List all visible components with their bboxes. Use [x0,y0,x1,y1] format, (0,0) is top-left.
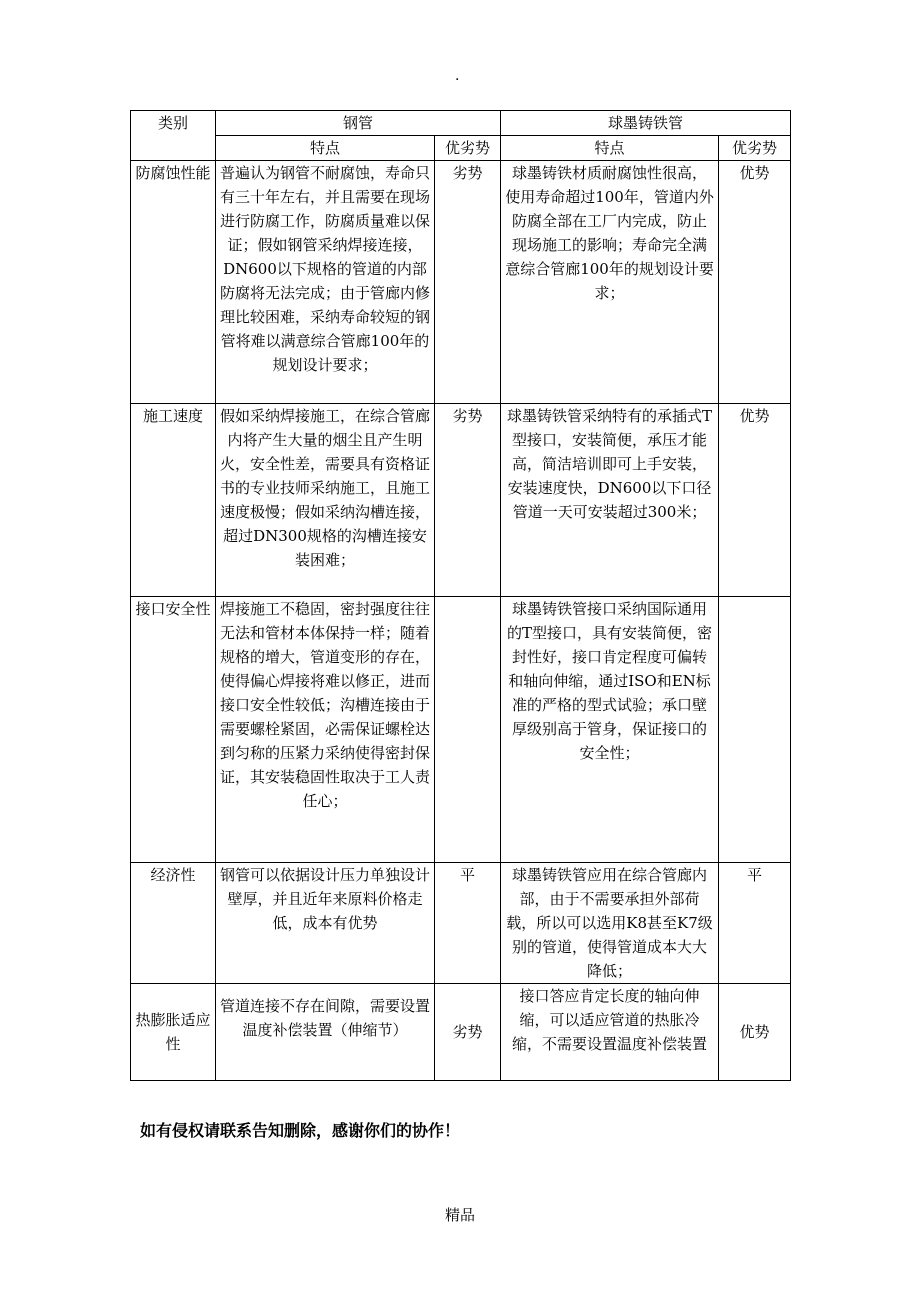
table-row [131,404,791,597]
row-category: 施工速度 [131,404,216,597]
steel-feature-cell: 管道连接不存在间隙，需要设置温度补偿装置（伸缩节） [216,984,435,1081]
ductile-merit-cell: 优势 [719,984,791,1081]
row-category: 防腐蚀性能 [131,161,216,404]
steel-merit-cell: 劣势 [435,404,501,597]
row-category: 热膨胀适应性 [131,984,216,1081]
row-category: 接口安全性 [131,597,216,863]
table-row [131,597,791,863]
table-row [131,984,791,1081]
ductile-feature-cell: 球墨铸铁管采纳特有的承插式T型接口，安装简便，承压才能高，简洁培训即可上手安装，安装速度快，DN600以下口径管道一天可安装超过300米； [501,404,719,597]
page-top-mark: · [455,72,460,88]
header-steel-pipe: 钢管 [216,111,501,136]
header-ductile-iron-pipe: 球墨铸铁管 [501,111,791,136]
header-steel-feature: 特点 [216,136,435,161]
ductile-merit-cell [719,597,791,863]
steel-feature-cell: 钢管可以依据设计压力单独设计壁厚，并且近年来原料价格走低，成本有优势 [216,863,435,984]
steel-feature-cell: 焊接施工不稳固，密封强度往往无法和管材本体保持一样；随着规格的增大，管道变形的存在，使得偏心焊接将难以修正，进而接口安全性较低；沟槽连接由于需要螺栓紧固，必需保证螺栓达到匀称的压紧力采纳使得密封保证，其安装稳固性取决于工人责任心； [216,597,435,863]
table-row [131,863,791,984]
table-row [131,161,791,404]
steel-merit-cell: 平 [435,863,501,984]
ductile-merit-cell: 优势 [719,404,791,597]
ductile-merit-cell: 优势 [719,161,791,404]
pipe-comparison-table [130,110,791,1081]
page-footer: 精品 [444,1206,475,1224]
row-category: 经济性 [131,863,216,984]
steel-merit-cell: 劣势 [435,161,501,404]
ductile-feature-cell: 球墨铸铁管应用在综合管廊内部，由于不需要承担外部荷载，所以可以选用K8甚至K7级别的管道，使得管道成本大大降低； [501,863,719,984]
steel-merit-cell: 劣势 [435,984,501,1081]
copyright-notice: 如有侵权请联系告知删除，感谢你们的协作！ [140,1121,461,1140]
steel-feature-cell: 假如采纳焊接施工，在综合管廊内将产生大量的烟尘且产生明火，安全性差，需要具有资格证书的专业技师采纳施工，且施工速度极慢；假如采纳沟槽连接，超过DN300规格的沟槽连接安装困难； [216,404,435,597]
header-row-sub [131,136,791,161]
ductile-feature-cell: 接口答应肯定长度的轴向伸缩，可以适应管道的热胀冷缩，不需要设置温度补偿装置 [501,984,719,1081]
steel-merit-cell [435,597,501,863]
header-ductile-feature: 特点 [501,136,719,161]
ductile-feature-cell: 球墨铸铁管接口采纳国际通用的T型接口，具有安装简便，密封性好，接口肯定程度可偏转和轴向伸缩，通过ISO和EN标准的严格的型式试验；承口壁厚级别高于管身，保证接口的安全性； [501,597,719,863]
header-steel-merit: 优劣势 [435,136,501,161]
ductile-merit-cell: 平 [719,863,791,984]
steel-feature-cell: 普遍认为钢管不耐腐蚀，寿命只有三十年左右，并且需要在现场进行防腐工作，防腐质量难以保证；假如钢管采纳焊接连接，DN600以下规格的管道的内部防腐将无法完成；由于管廊内修理比较困难，采纳寿命较短的钢管将难以满意综合管廊100年的规划设计要求； [216,161,435,404]
header-row-main [131,111,791,136]
header-ductile-merit: 优劣势 [719,136,791,161]
ductile-feature-cell: 球墨铸铁材质耐腐蚀性很高，使用寿命超过100年，管道内外防腐全部在工厂内完成，防止现场施工的影响；寿命完全满意综合管廊100年的规划设计要求； [501,161,719,404]
header-category: 类别 [131,111,216,161]
